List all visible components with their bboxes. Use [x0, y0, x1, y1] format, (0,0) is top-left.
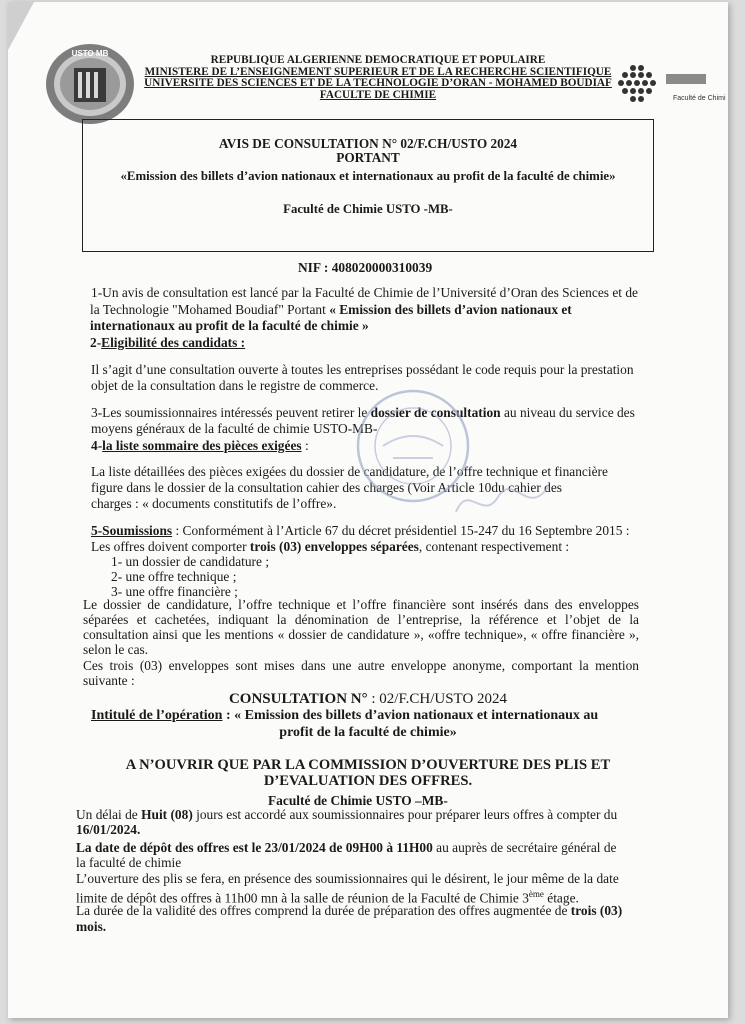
- header-faculty: FACULTE DE CHIMIE: [319, 88, 437, 101]
- header-ministry: MINISTERE DE L’ENSEIGNEMENT SUPERIEUR ET DE LA RECHERCHE SCIENTIFIQUE: [144, 65, 612, 78]
- s4-title: la liste sommaire des pièces exigées: [102, 438, 302, 453]
- faculty-logo: [611, 60, 731, 120]
- validity-duration: trois (03): [570, 903, 623, 918]
- intitule-text: : « Emission des billets d’avion nationaux et internationaux au: [222, 708, 599, 723]
- s5-paragraph-2: Ces trois (03) enveloppes sont mises dans une autre enveloppe anonyme, comportant la mention suivante :: [83, 658, 639, 688]
- s2-line2: objet de la consultation dans le registre de commerce.: [91, 378, 379, 393]
- deadline-date: 16/01/2024.: [76, 822, 141, 837]
- deadline-text: Un délai de: [76, 807, 142, 822]
- s4-number: 4-: [91, 438, 103, 453]
- deposit-place: au auprès de secrétaire général de: [432, 840, 617, 855]
- notice-faculty: Faculté de Chimie USTO -MB-: [283, 202, 453, 216]
- opening-line1: L’ouverture des plis se fera, en présence des soumissionnaires qui le désirent, le jour même de la date: [76, 871, 619, 886]
- consultation-number: : 02/F.CH/USTO 2024: [371, 691, 508, 707]
- notice-number: AVIS DE CONSULTATION N° 02/F.CH/USTO 2024: [218, 136, 518, 151]
- validity-line1: [76, 903, 622, 918]
- s5-title: 5-Soumissions: [91, 523, 173, 538]
- intitule-line1: [91, 708, 598, 723]
- university-seal-logo: [44, 42, 136, 126]
- s5-line2-end: , contenant respectivement :: [418, 539, 570, 554]
- institution-header: [138, 55, 618, 101]
- s2-line1: Il s’agit d’une consultation ouverte à toutes les entreprises possédant le code requis pour la prestation: [91, 362, 634, 377]
- deadline-days: Huit (08): [141, 807, 193, 822]
- s4-line1: La liste détaillées des pièces exigées du dossier de candidature, de l’offre technique et financière: [91, 464, 608, 479]
- header-university: UNIVERSITE DES SCIENCES ET DE LA TECHNOLOGIE D’ORAN - MOHAMED BOUDIAF: [144, 77, 612, 89]
- s1-line2-text: la Technologie "Mohamed Boudiaf" Portant: [90, 302, 330, 317]
- validity-text: La durée de la validité des offres comprend la durée de préparation des offres augmentée de: [76, 903, 571, 918]
- s5-item-2: 2- une offre technique ;: [111, 569, 237, 584]
- opening-text: limite de dépôt des offres à 11h00 mn à la salle de réunion de la Faculté de Chimie 3: [76, 890, 529, 906]
- s5-item-1: 1- un dossier de candidature ;: [111, 554, 270, 569]
- opening-end: étage.: [543, 890, 579, 906]
- consultation-line: [8, 692, 728, 707]
- s5-line1-text: : Conformément à l’Article 67 du décret présidentiel 15-247 du 16 Septembre 2015 :: [172, 523, 630, 538]
- s1-line2: [90, 302, 572, 317]
- warning-line1: A N’OUVRIR QUE PAR LA COMMISSION D’OUVERTURE DES PLIS ET: [125, 757, 611, 773]
- notice-portant: PORTANT: [336, 150, 400, 165]
- deposit-line2: la faculté de chimie: [76, 855, 182, 870]
- seal-text: USTO MB: [71, 49, 109, 58]
- s3-line1-text: 3-Les soumissionnaires intéressés peuvent retirer le: [91, 405, 371, 420]
- notice-object: «Emission des billets d’avion nationaux et internationaux au profit de la faculté de chimie»: [120, 169, 616, 183]
- s5-line2-text: Les offres doivent comporter: [91, 539, 250, 554]
- deadline-end: jours est accordé aux soumissionnaires pour préparer leurs offres à compter du: [192, 807, 618, 822]
- nif-number: NIF : 408020000310039: [298, 260, 433, 275]
- opening-superscript: ème: [528, 889, 544, 899]
- s2-number: 2-: [90, 335, 102, 350]
- s1-line2-bold: « Emission des billets d’avion nationaux et: [329, 302, 572, 317]
- deposit-line1: [76, 840, 616, 855]
- validity-line2: mois.: [76, 919, 107, 934]
- s2-title: Eligibilité des candidats :: [101, 335, 246, 350]
- s3-line2: moyens généraux de la faculté de chimie USTO-MB-: [91, 421, 378, 436]
- s4-line2: figure dans le dossier de la consultation cahier des charges (Voir Article 10du cahier des: [91, 480, 562, 495]
- s2-heading: [90, 335, 245, 350]
- title-box: [82, 119, 654, 252]
- s4-heading: [91, 438, 309, 453]
- document-page: [8, 2, 728, 1018]
- s4-colon: :: [301, 438, 309, 453]
- s4-line3: charges : « documents constitutifs de l’offre».: [91, 496, 337, 511]
- intitule-line2: profit de la faculté de chimie»: [279, 725, 457, 740]
- header-republic: REPUBLIQUE ALGERIENNE DEMOCRATIQUE ET POPULAIRE: [210, 54, 546, 66]
- s5-line2: [91, 539, 569, 554]
- s5-paragraph-1: Le dossier de candidature, l’offre technique et l’offre financière sont insérés dans des enveloppes séparées et cachetées, indiquant la dénomination de l’entreprise, la référence et l’objet de la consultation ainsi que les mentions « dossier de candidature », «offre technique», « offre financière », selon le cas.: [83, 597, 639, 657]
- faculty-logo-caption: Faculté de Chimi: [673, 95, 726, 102]
- deposit-date: La date de dépôt des offres est le 23/01/2024 de 09H00 à 11H00: [76, 840, 433, 855]
- s5-line1: [91, 523, 630, 538]
- consultation-label: CONSULTATION N°: [228, 691, 372, 707]
- s1-line3: internationaux au profit de la faculté de chimie »: [90, 318, 369, 333]
- s3-line1-bold: dossier de consultation: [370, 405, 501, 420]
- envelope-faculty: Faculté de Chimie USTO –MB-: [268, 793, 448, 808]
- s5-line2-bold: trois (03) enveloppes séparées: [249, 539, 419, 554]
- deadline-line1: [76, 807, 617, 822]
- intitule-label: Intitulé de l’opération: [91, 708, 223, 723]
- folded-corner: [8, 2, 34, 50]
- s3-line1-end: au niveau du service des: [500, 405, 635, 420]
- s1-line1: 1-Un avis de consultation est lancé par la Faculté de Chimie de l’Université d’Oran des Sciences et de: [91, 285, 638, 300]
- warning-line2: D’EVALUATION DES OFFRES.: [263, 773, 473, 789]
- s5-item-3: 3- une offre financière ;: [111, 584, 238, 599]
